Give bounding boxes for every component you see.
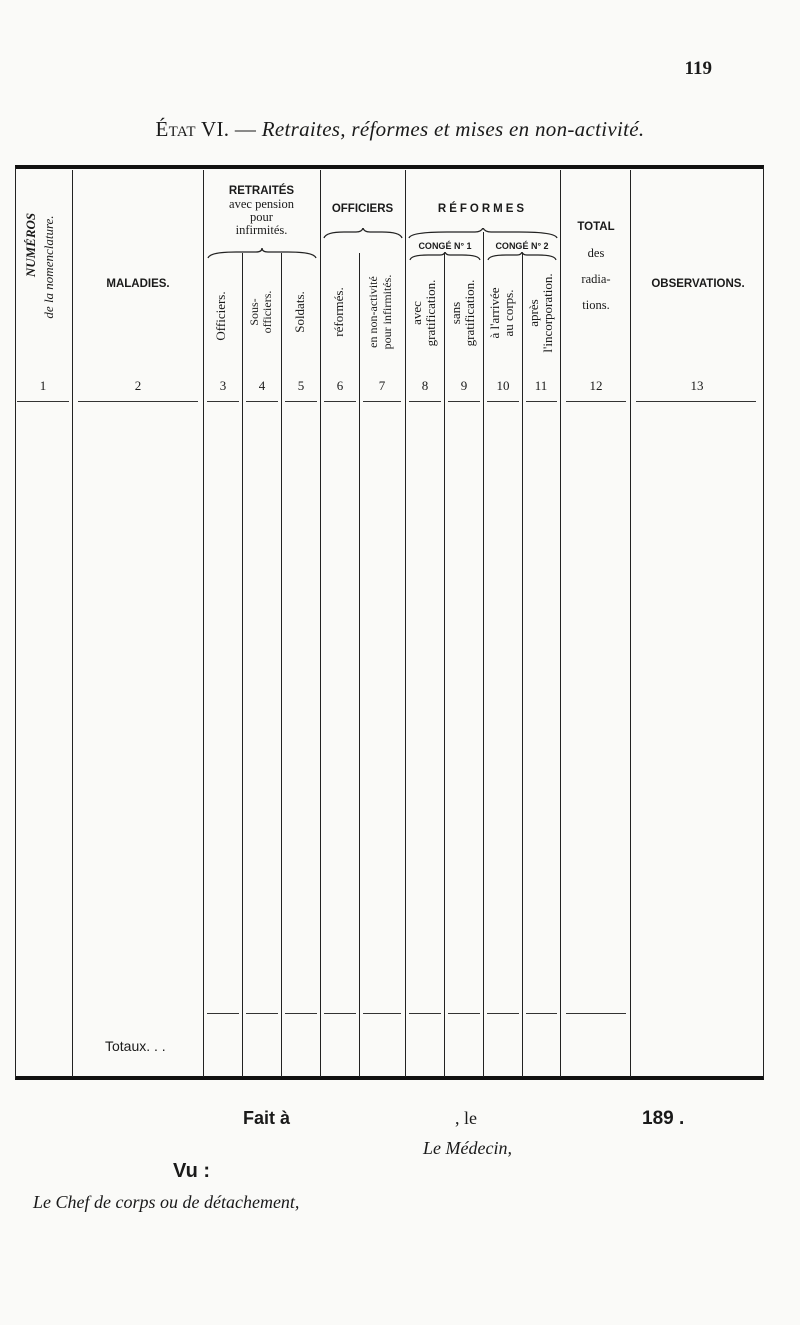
column-number: 8 <box>421 378 429 393</box>
column-number: 6 <box>336 378 344 393</box>
header-rule <box>526 401 557 402</box>
header-non-activite-1: en non-activité <box>366 276 380 348</box>
brace-reformes <box>407 228 559 240</box>
header-officiers-group: OFFICIERS <box>331 203 394 215</box>
col-divider <box>444 253 445 1077</box>
col-divider <box>320 170 321 1077</box>
footer-chef: Le Chef de corps ou de détachement, <box>33 1192 300 1212</box>
header-rule <box>207 401 239 402</box>
header-observations: OBSERVATIONS. <box>651 278 745 290</box>
header-officiers-retraites: Officiers. <box>213 291 228 341</box>
col-divider <box>359 253 360 1077</box>
totals-rule <box>207 1013 239 1014</box>
brace-retraites <box>206 248 318 260</box>
column-number: 5 <box>297 378 305 393</box>
header-rule <box>285 401 317 402</box>
column-number: 12 <box>589 378 603 393</box>
totals-rule <box>526 1013 557 1014</box>
retraites-line3: pour <box>250 210 273 224</box>
col-divider <box>405 170 406 1077</box>
header-avec-1: avec <box>409 301 424 325</box>
header-reformes-officiers: réformés. <box>331 287 346 337</box>
header-arrivee-2: au corps. <box>501 289 516 337</box>
column-number: 3 <box>219 378 227 393</box>
total-line2: des <box>587 246 605 260</box>
col-divider <box>242 253 243 1077</box>
column-number: 10 <box>496 378 510 393</box>
column-number: 9 <box>460 378 468 393</box>
column-number: 11 <box>534 378 548 393</box>
header-nomenclature: de la nomenclature. <box>41 215 56 319</box>
col-divider <box>72 170 73 1077</box>
header-apres-2: l'incorporation. <box>540 273 555 353</box>
footer-vu: Vu : <box>173 1160 211 1182</box>
brace-officiers <box>322 228 404 240</box>
footer-fait: Fait à <box>243 1108 291 1128</box>
column-number: 1 <box>39 378 47 393</box>
header-rule <box>363 401 401 402</box>
header-apres-1: après <box>526 299 541 327</box>
retraites-line4: infirmités. <box>235 223 288 237</box>
totals-rule <box>487 1013 519 1014</box>
totals-rule <box>363 1013 401 1014</box>
totals-rule <box>566 1013 626 1014</box>
header-non-activite-2: pour infirmités. <box>380 274 394 350</box>
col-divider <box>281 253 282 1077</box>
col-divider <box>483 232 484 1077</box>
header-sous-officiers-1: Sous- <box>247 298 261 326</box>
header-conge-1: CONGÉ N° 1 <box>418 241 472 251</box>
totals-rule <box>409 1013 441 1014</box>
footer-year: 189 . <box>642 1108 685 1129</box>
retraites-line1: RETRAITÉS <box>228 185 295 197</box>
col-divider <box>630 170 631 1077</box>
totals-rule <box>324 1013 356 1014</box>
col-divider <box>560 170 561 1077</box>
title-text: Retraites, réformes et mises en non-activité. <box>261 117 645 141</box>
header-arrivee-1: à l'arrivée <box>487 287 502 339</box>
title-prefix: État VI. <box>155 117 230 141</box>
header-soldats: Soldats. <box>292 291 307 333</box>
total-line1: TOTAL <box>577 221 615 233</box>
header-rule <box>78 401 198 402</box>
totals-rule <box>246 1013 278 1014</box>
totals-rule <box>285 1013 317 1014</box>
header-rule <box>448 401 480 402</box>
column-number: 7 <box>378 378 386 393</box>
page-number: 119 <box>684 58 712 79</box>
header-sous-officiers-2: officiers. <box>260 290 274 334</box>
total-line4: tions. <box>582 298 610 312</box>
retraites-line2: avec pension <box>229 197 294 211</box>
header-avec-2: gratification. <box>423 279 438 347</box>
header-rule <box>409 401 441 402</box>
totals-label: Totaux. . . <box>105 1038 166 1054</box>
totals-rule <box>448 1013 480 1014</box>
footer-le: , le <box>455 1108 477 1128</box>
footer-medecin: Le Médecin, <box>423 1138 512 1158</box>
column-number: 2 <box>134 378 142 393</box>
col-divider <box>203 170 204 1077</box>
header-total <box>562 214 630 318</box>
page-title <box>0 117 800 142</box>
header-reformes-group: RÉFORMES <box>437 203 528 215</box>
header-rule <box>324 401 356 402</box>
column-number: 13 <box>690 378 704 393</box>
column-number: 4 <box>258 378 266 393</box>
header-rule <box>566 401 626 402</box>
header-rule <box>487 401 519 402</box>
header-rule <box>636 401 756 402</box>
header-sans-1: sans <box>448 301 463 325</box>
header-retraites <box>205 185 318 237</box>
title-dash: — <box>229 117 262 141</box>
header-rule <box>17 401 69 402</box>
total-line3: radia- <box>581 272 611 286</box>
header-rule <box>246 401 278 402</box>
header-sans-2: gratification. <box>462 279 477 347</box>
header-maladies: MALADIES. <box>106 278 170 290</box>
col-divider <box>522 253 523 1077</box>
header-conge-2: CONGÉ N° 2 <box>495 241 549 251</box>
header-numeros: NUMÉROS <box>23 212 38 278</box>
